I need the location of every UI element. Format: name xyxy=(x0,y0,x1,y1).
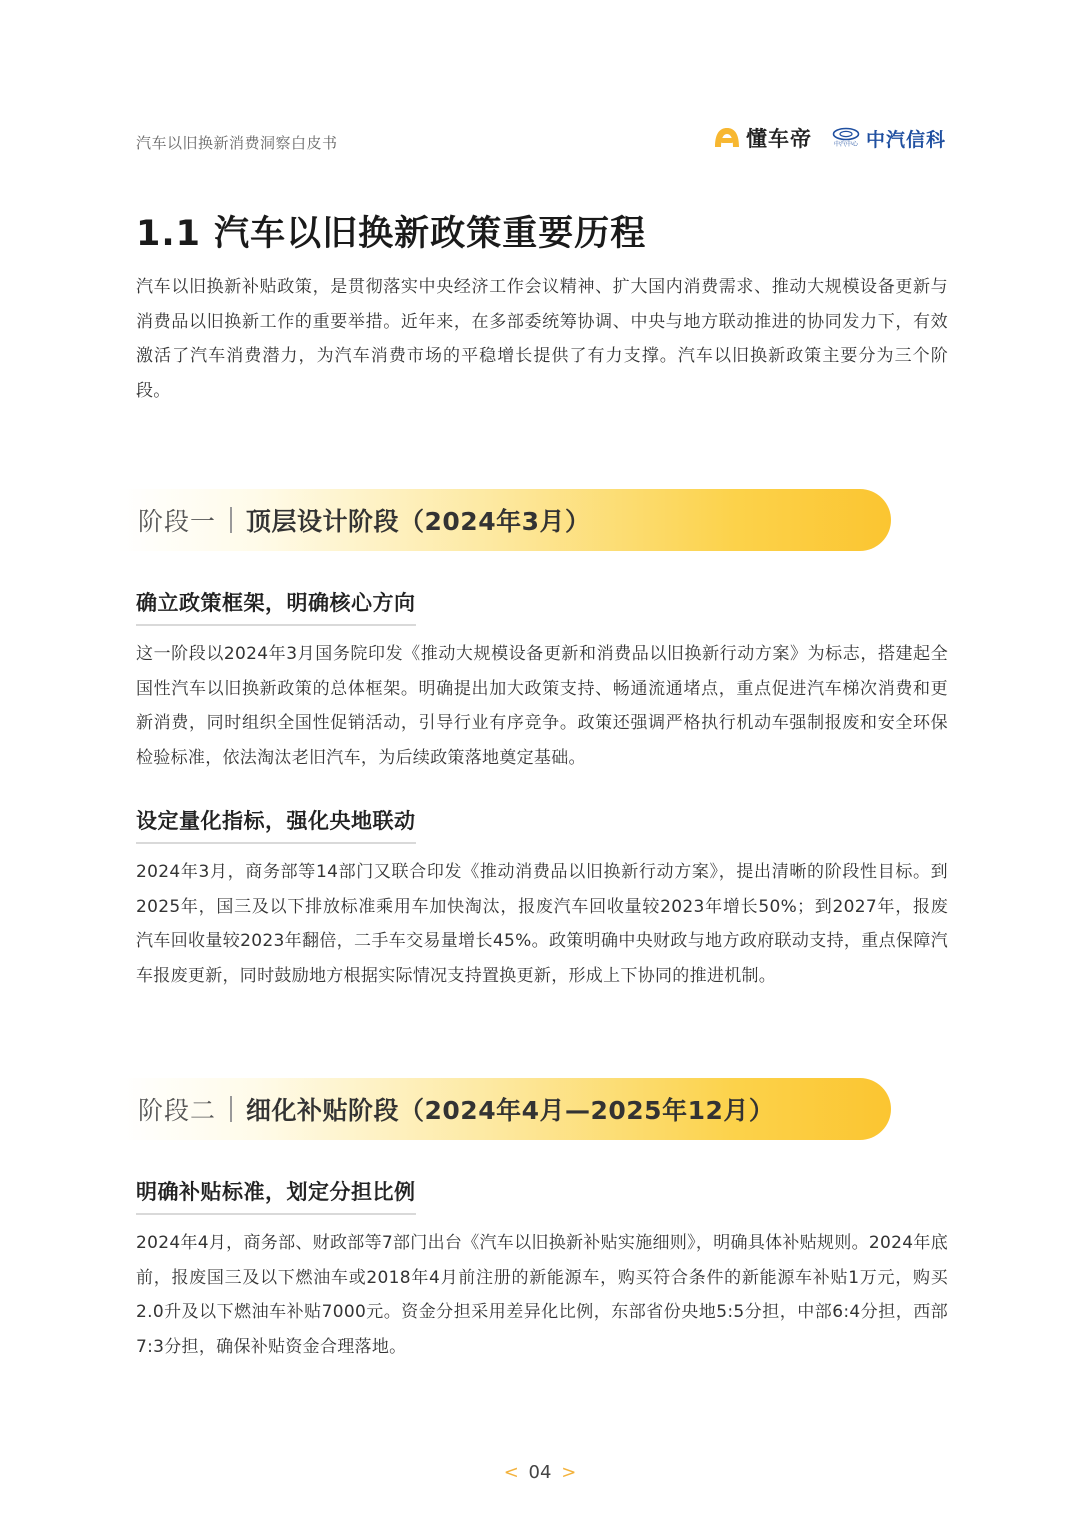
stage-2-subheading-1: 明确补贴标准，划定分担比例 xyxy=(136,1176,416,1206)
section-title: 1.1 汽车以旧换新政策重要历程 xyxy=(136,214,647,254)
stage-1-divider xyxy=(230,507,232,533)
cadc-emblem-icon xyxy=(832,127,860,141)
page-prev-arrow-icon: < xyxy=(503,1462,519,1483)
stage-2-label: 阶段二 xyxy=(138,1096,217,1125)
cadc-mark-label: 中汽中心 xyxy=(833,141,858,148)
dongchedi-logo-icon xyxy=(712,125,742,151)
stage-2-divider xyxy=(230,1096,232,1122)
intro-paragraph: 汽车以旧换新补贴政策，是贯彻落实中央经济工作会议精神、扩大国内消费需求、推动大规模设备更新与消费品以旧换新工作的重要举措。近年来，在多部委统筹协调、中央与地方联动推进的协同发力下，有效激活了汽车消费潜力，为汽车消费市场的平稳增长提供了有力支撑。汽车以旧换新政策主要分为三个阶段。 xyxy=(136,277,948,401)
cadc-mark xyxy=(832,127,860,149)
stage-1-name: 顶层设计阶段（2024年3月） xyxy=(246,507,591,536)
stage-1-label: 阶段一 xyxy=(138,507,217,536)
stage-1-subheading-1: 确立政策框架，明确核心方向 xyxy=(136,587,416,617)
stage-1-banner xyxy=(118,489,891,551)
stage-2-paragraph-1: 2024年4月，商务部、财政部等7部门出台《汽车以旧换新补贴实施细则》，明确具体补贴规则。2024年底前，报废国三及以下燃油车或2018年4月前注册的新能源车，购买符合条件的新能源车补贴1万元，购买2.0升及以下燃油车补贴7000元。资金分担采用差异化比例，东部省份央地5:5分担，中部6:4分担，西部7:3分担，确保补贴资金合理落地。 xyxy=(136,1233,948,1357)
page-header xyxy=(136,118,946,158)
page-next-arrow-icon: > xyxy=(561,1462,577,1483)
stage-1-paragraph-2: 2024年3月，商务部等14部门又联合印发《推动消费品以旧换新行动方案》，提出清晰的阶段性目标。到2025年，国三及以下排放标准乘用车加快淘汰，报废汽车回收量较2023年增长50%；到2027年，报废汽车回收量较2023年翻倍，二手车交易量增长45%。政策明确中央财政与地方政府联动支持，重点保障汽车报废更新，同时鼓励地方根据实际情况支持置换更新，形成上下协同的推进机制。 xyxy=(136,862,948,986)
document-title: 汽车以旧换新消费洞察白皮书 xyxy=(136,134,338,152)
stage-1-subheading-2: 设定量化指标，强化央地联动 xyxy=(136,805,416,835)
stage-2-name: 细化补贴阶段（2024年4月—2025年12月） xyxy=(246,1096,775,1125)
cadc-logo xyxy=(832,125,946,152)
stage-1-paragraph-1: 这一阶段以2024年3月国务院印发《推动大规模设备更新和消费品以旧换新行动方案》为标志，搭建起全国性汽车以旧换新政策的总体框架。明确提出加大政策支持、畅通流通堵点，重点促进汽车梯次消费和更新消费，同时组织全国性促销活动，引导行业有序竞争。政策还强调严格执行机动车强制报废和安全环保检验标准，依法淘汰老旧汽车，为后续政策落地奠定基础。 xyxy=(136,644,948,768)
dongchedi-logo xyxy=(712,123,812,153)
stage-2-banner xyxy=(118,1078,891,1140)
page-number-value: 04 xyxy=(528,1462,552,1483)
cadc-logo-text: 中汽信科 xyxy=(865,128,946,151)
partner-logos xyxy=(712,124,946,152)
dongchedi-logo-text: 懂车帝 xyxy=(745,127,812,151)
page-number xyxy=(0,1462,1080,1483)
